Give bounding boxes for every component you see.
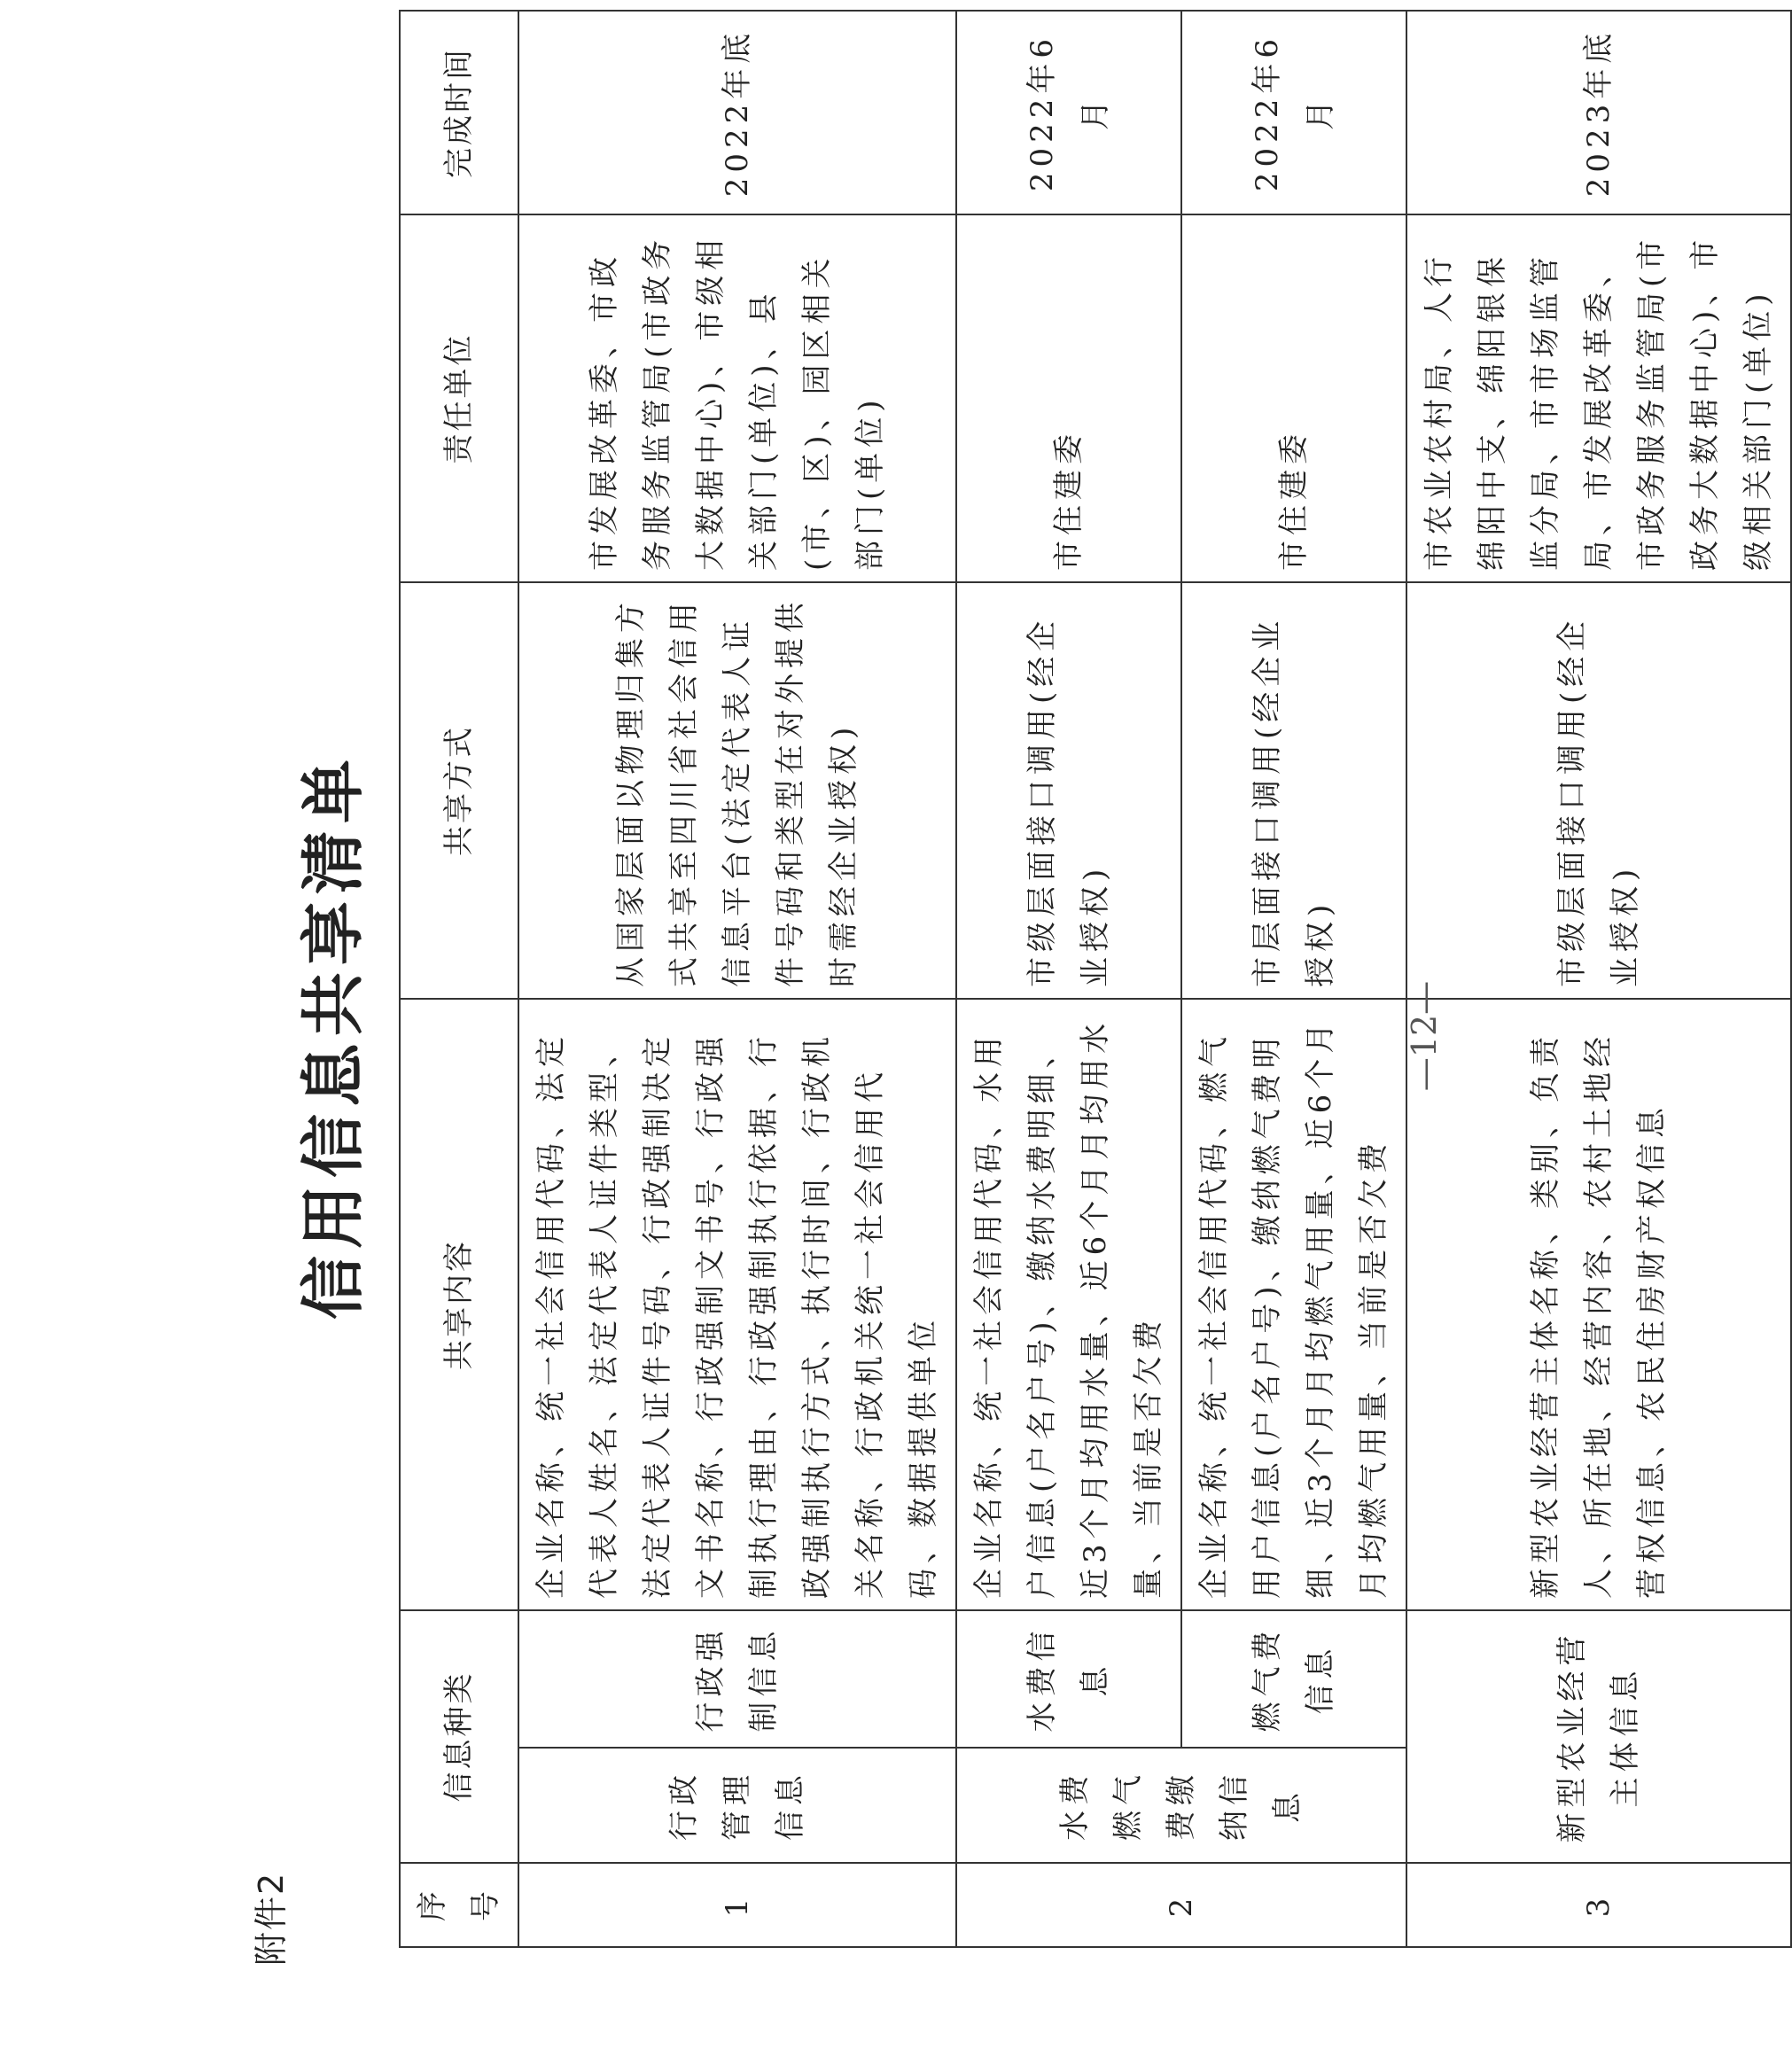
- row-method: 市级层面接口调用(经企业授权): [956, 582, 1181, 999]
- row-seq: 2: [956, 1863, 1406, 1947]
- row-seq: 3: [1406, 1863, 1791, 1947]
- row-category: 新型农业经营主体信息: [1406, 1610, 1791, 1863]
- credit-sharing-table: [399, 10, 1792, 1948]
- table-row: [518, 11, 956, 1947]
- row-subcategory: 行政强制信息: [518, 1610, 956, 1748]
- table-header-row: [400, 11, 518, 1947]
- row-deadline: 2022年6月: [956, 11, 1181, 214]
- row-category: 行政管理信息: [518, 1748, 956, 1863]
- row-content: 企业名称、统一社会信用代码、水用户信息(户名户号)、缴纳水费明细、近3个月均用水量、近6个月月均用水量、当前是否欠费: [956, 999, 1181, 1610]
- row-deadline: 2022年6月: [1181, 11, 1406, 214]
- header-seq: 序号: [400, 1863, 518, 1947]
- row-subcategory: 燃气费信息: [1181, 1610, 1406, 1748]
- row-deadline: 2023年底: [1406, 11, 1791, 214]
- header-content: 共享内容: [400, 999, 518, 1610]
- page-number: —12—: [1405, 980, 1444, 1092]
- row-content: 企业名称、统一社会信用代码、燃气用户信息(户名户号)、缴纳燃气费明细、近3个月月均燃气用量、近6个月月均燃气用量、当前是否欠费: [1181, 999, 1406, 1610]
- row-unit: 市发展改革委、市政务服务监管局(市政务大数据中心)、市级相关部门(单位)、县(市、区)、园区相关部门(单位): [518, 214, 956, 582]
- header-deadline: 完成时间: [400, 11, 518, 214]
- row-method: 市层面接口调用(经企业授权): [1181, 582, 1406, 999]
- header-category: 信息种类: [400, 1610, 518, 1863]
- header-unit: 责任单位: [400, 214, 518, 582]
- table-row: [1406, 11, 1791, 1947]
- table-row: [956, 11, 1181, 1947]
- row-deadline: 2022年底: [518, 11, 956, 214]
- page-title: 信用信息共享清单: [295, 752, 370, 1320]
- row-method: 市级层面接口调用(经企业授权): [1406, 582, 1791, 999]
- row-method: 从国家层面以物理归集方式共享至四川省社会信用信息平台(法定代表人证件号码和类型在对外提供时需经企业授权): [518, 582, 956, 999]
- row-unit: 市农业农村局、人行绵阳中支、绵阳银保监分局、市市场监管局、市发展改革委、市政务服务监管局(市政务大数据中心)、市级相关部门(单位): [1406, 214, 1791, 582]
- row-unit: 市住建委: [1181, 214, 1406, 582]
- row-category: 水费燃气费缴纳信息: [956, 1748, 1406, 1863]
- row-content: 新型农业经营主体名称、类别、负责人、所在地、经营内容、农村土地经营权信息、农民住房财产权信息: [1406, 999, 1791, 1610]
- row-content: 企业名称、统一社会信用代码、法定代表人姓名、法定代表人证件类型、法定代表人证件号码、行政强制决定文书名称、行政强制文书号、行政强制执行理由、行政强制执行依据、行政强制执行方式、执行时间、行政机关名称、行政机关统一社会信用代码、数据提供单位: [518, 999, 956, 1610]
- row-unit: 市住建委: [956, 214, 1181, 582]
- row-seq: 1: [518, 1863, 956, 1947]
- attachment-label: 附件2: [252, 1871, 291, 1966]
- header-method: 共享方式: [400, 582, 518, 999]
- row-subcategory: 水费信息: [956, 1610, 1181, 1748]
- table-row: [1181, 11, 1406, 1947]
